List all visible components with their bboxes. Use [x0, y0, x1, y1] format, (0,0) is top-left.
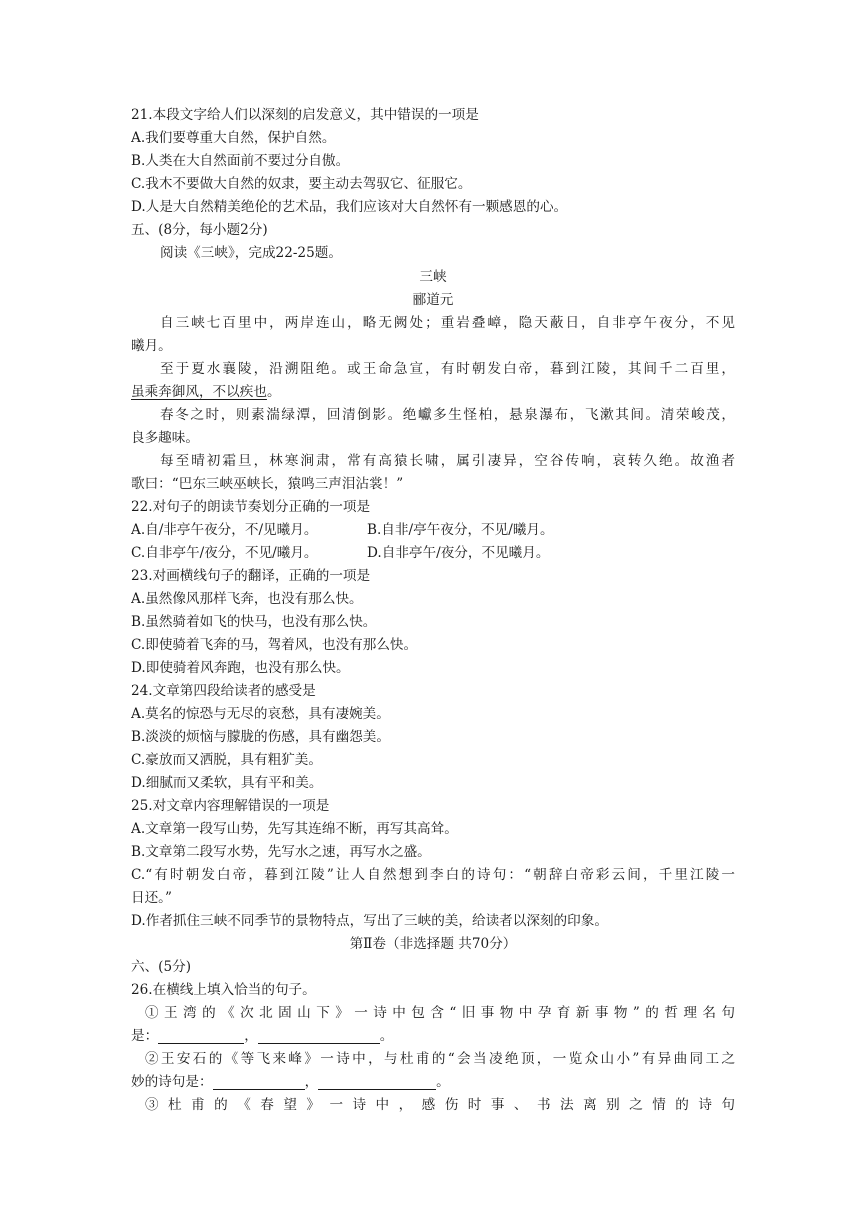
- underlined-sentence: 虽乘奔御风，不以疾也: [131, 384, 267, 400]
- comma-2: ，: [304, 1074, 319, 1090]
- q26-stem: 26.在横线上填入恰当的句子。: [131, 982, 316, 998]
- q26-item2-line1: ②王安石的《等飞来峰》一诗中，与杜甫的“会当凌绝顶，一览众山小”有异曲同工之: [145, 1051, 735, 1067]
- answer-blank-1[interactable]: [158, 1028, 244, 1044]
- q25-option-a: A.文章第一段写山势，先写其连绵不断，再写其高耸。: [131, 821, 458, 837]
- answer-blank-2[interactable]: [258, 1028, 380, 1044]
- q21-option-b: B.人类在大自然面前不要过分自傲。: [131, 153, 350, 169]
- passage-p1-line2: 曦月。: [131, 338, 172, 354]
- q21-option-a: A.我们要尊重大自然，保护自然。: [131, 130, 336, 146]
- q22-option-b: B.自非/亭午夜分，不见/曦月。: [367, 522, 554, 538]
- comma-1: ，: [244, 1028, 258, 1044]
- passage-p3-line1: 春冬之时，则素湍绿潭，回清倒影。绝巘多生怪柏，悬泉瀑布，飞漱其间。清荣峻茂，: [160, 407, 735, 423]
- q23-option-b: B.虽然骑着如飞的快马，也没有那么快。: [131, 614, 377, 630]
- passage-p2-tail: 。: [266, 384, 281, 400]
- q23-option-d: D.即使骑着风奔跑，也没有那么快。: [131, 660, 350, 676]
- passage-p2-line2: [131, 381, 735, 404]
- period-2: 。: [436, 1074, 450, 1090]
- passage-p4-line2: 歌曰：“巴东三峡巫峡长，猿鸣三声泪沾裳！”: [131, 476, 404, 492]
- q25-option-c-line2: 日还。”: [131, 890, 172, 906]
- q21-option-c: C.我木不要做大自然的奴隶，要主动去驾驭它、征服它。: [131, 176, 472, 192]
- q25-option-d: D.作者抓住三峡不同季节的景物特点，写出了三峡的美，给读者以深刻的印象。: [131, 913, 608, 929]
- passage-title: 三峡: [419, 269, 447, 285]
- q24-option-d: D.细腻而又柔软，具有平和美。: [131, 775, 323, 791]
- q26-item1-line1: ①王湾的《次北固山下》一诗中包含“旧事物中孕育新事物”的哲理名句: [145, 1005, 735, 1021]
- q22-row2: [131, 542, 735, 565]
- q22-stem: 22.对句子的朗读节奏划分正确的一项是: [131, 499, 371, 515]
- section5-heading: 五、(8分，每小题2分): [131, 222, 268, 238]
- q22-option-d: D.自非亭午/夜分，不见曦月。: [367, 545, 550, 561]
- q25-option-c-line1: C.“有时朝发白帝，暮到江陵”让人自然想到李白的诗句：“朝辞白帝彩云间，千里江陵一: [131, 867, 735, 883]
- q21-option-d: D.人是大自然精美绝伦的艺术品，我们应该对大自然怀有一颗感恩的心。: [131, 199, 568, 215]
- q23-stem: 23.对画横线句子的翻译，正确的一项是: [131, 568, 371, 584]
- q24-option-c: C.豪放而又洒脱，具有粗犷美。: [131, 752, 322, 768]
- passage-p1-line1: 自三峡七百里中，两岸连山，略无阙处；重岩叠嶂，隐天蔽日，自非亭午夜分，不见: [160, 315, 735, 331]
- q22-row1: [131, 519, 735, 542]
- answer-blank-3[interactable]: [213, 1074, 305, 1090]
- passage-p4-line1: 每至晴初霜旦，林寒涧肃，常有高猿长啸，属引凄异，空谷传响，哀转久绝。故渔者: [160, 453, 735, 469]
- q25-option-b: B.文章第二段写水势，先写水之速，再写水之盛。: [131, 844, 431, 860]
- q21-stem: 21.本段文字给人们以深刻的启发意义，其中错误的一项是: [131, 107, 479, 123]
- q23-option-a: A.虽然像风那样飞奔，也没有那么快。: [131, 591, 363, 607]
- q23-option-c: C.即使骑着飞奔的马，驾着风，也没有那么快。: [131, 637, 418, 653]
- q24-option-a: A.莫名的惊恐与无尽的哀愁，具有凄婉美。: [131, 706, 390, 722]
- part2-heading: 第Ⅱ卷（非选择题 共70分）: [349, 936, 517, 952]
- period-1: 。: [379, 1028, 394, 1044]
- q24-stem: 24.文章第四段给读者的感受是: [131, 683, 316, 699]
- q26-item2-line2: [131, 1071, 735, 1094]
- passage-p3-line2: 良多趣味。: [131, 430, 199, 446]
- q26-item3-line1: ③杜甫的《春望》一诗中，感伤时事、书法离别之情的诗句: [145, 1097, 735, 1113]
- q26-item1-prefix: 是：: [131, 1028, 159, 1044]
- q22-option-a: A.自/非亭午夜分，不/见曦月。: [131, 522, 318, 538]
- section5-instruction: 阅读《三峡》，完成22-25题。: [160, 245, 342, 261]
- answer-blank-4[interactable]: [318, 1074, 436, 1090]
- section6-heading: 六、(5分): [131, 959, 192, 975]
- q26-item2-prefix: 妙的诗句是：: [131, 1074, 213, 1090]
- q25-stem: 25.对文章内容理解错误的一项是: [131, 798, 330, 814]
- q24-option-b: B.淡淡的烦恼与朦胧的伤感，具有幽怨美。: [131, 729, 390, 745]
- passage-author: 郦道元: [412, 292, 454, 308]
- passage-p2-line1: 至于夏水襄陵，沿溯阻绝。或王命急宣，有时朝发白帝，暮到江陵，其间千二百里，: [160, 361, 735, 377]
- q26-item1-line2: [131, 1025, 735, 1048]
- q22-option-c: C.自非亭午/夜分，不见/曦月。: [131, 545, 318, 561]
